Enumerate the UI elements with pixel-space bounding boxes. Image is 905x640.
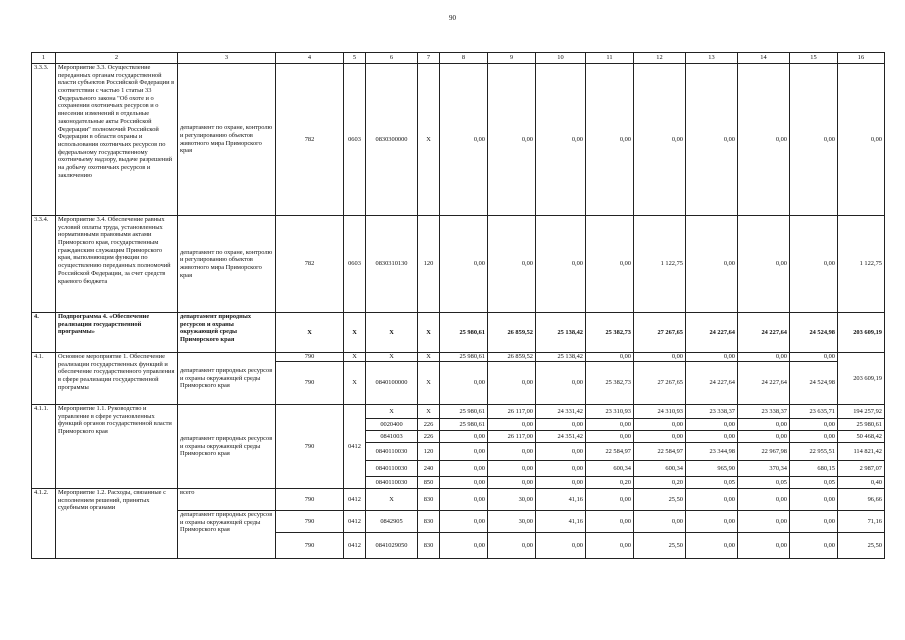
value-cell: 0,00: [536, 477, 586, 489]
executor: департамент по охране, контролю и регулированию объектов животного мира Приморского края: [178, 216, 276, 313]
value-cell: 24 227,64: [686, 313, 738, 353]
value-cell: 0,00: [488, 362, 536, 405]
value-cell: 50 468,42: [838, 431, 885, 443]
row-number: 3.3.4.: [32, 216, 56, 313]
value-cell: 0,00: [686, 353, 738, 362]
value-cell: 30,00: [488, 511, 536, 533]
value-cell: 71,16: [838, 511, 885, 533]
value-cell: 25 980,61: [838, 419, 885, 431]
value-cell: 0,00: [790, 419, 838, 431]
value-cell: 0,00: [790, 511, 838, 533]
value-cell: 0,00: [586, 419, 634, 431]
total-cell: 203 609,19: [838, 353, 885, 405]
expense-code: 850: [418, 477, 440, 489]
target-code: 0840110030: [366, 443, 418, 461]
column-header: 2: [56, 53, 178, 64]
target-code: X: [366, 313, 418, 353]
value-cell: 203 609,19: [838, 313, 885, 353]
value-cell: 0,00: [686, 489, 738, 511]
value-cell: 24 227,64: [738, 313, 790, 353]
column-header: 16: [838, 53, 885, 64]
activity-name: Мероприятие 1.1. Руководство и управление в сфере установленных функций органов государственной власти Приморского края: [56, 405, 178, 489]
value-cell: 0,00: [586, 431, 634, 443]
value-cell: 0,00: [586, 64, 634, 216]
expense-code: 120: [418, 216, 440, 313]
target-code: 0840110030: [366, 477, 418, 489]
value-cell: 0,40: [838, 477, 885, 489]
value-cell: 23 338,37: [738, 405, 790, 419]
expense-code: X: [418, 353, 440, 362]
value-cell: 0,00: [634, 431, 686, 443]
value-cell: 0,00: [536, 443, 586, 461]
value-cell: 0,00: [536, 362, 586, 405]
value-cell: 0,00: [686, 533, 738, 559]
executor-total: всего: [178, 489, 276, 511]
value-cell: 0,00: [686, 216, 738, 313]
value-cell: 25 980,61: [440, 353, 488, 362]
expense-code: 830: [418, 489, 440, 511]
value-cell: 22 955,51: [790, 443, 838, 461]
expense-code: 120: [418, 443, 440, 461]
value-cell: 25 382,73: [586, 362, 634, 405]
column-header: 12: [634, 53, 686, 64]
value-cell: 0,00: [634, 419, 686, 431]
column-header: 10: [536, 53, 586, 64]
value-cell: 24 310,93: [634, 405, 686, 419]
column-header: 15: [790, 53, 838, 64]
value-cell: 41,16: [536, 489, 586, 511]
value-cell: 27 267,65: [634, 362, 686, 405]
grbs-code: X: [276, 313, 344, 353]
value-cell: 23 338,37: [686, 405, 738, 419]
column-header: 8: [440, 53, 488, 64]
value-cell: 24 227,64: [686, 362, 738, 405]
value-cell: 0,00: [440, 533, 488, 559]
value-cell: 0,00: [586, 489, 634, 511]
expense-code: 830: [418, 511, 440, 533]
value-cell: 0,00: [536, 461, 586, 477]
grbs-code: 782: [276, 216, 344, 313]
value-cell: 0,00: [536, 533, 586, 559]
executor: департамент природных ресурсов и охраны окружающей среды Приморского края: [178, 511, 276, 559]
value-cell: 0,00: [738, 431, 790, 443]
value-cell: 0,00: [790, 216, 838, 313]
row-number: 4.1.1.: [32, 405, 56, 489]
value-cell: 370,34: [738, 461, 790, 477]
section-code: 0412: [344, 511, 366, 533]
target-code: X: [366, 353, 418, 362]
section-code: X: [344, 353, 366, 362]
value-cell: 0,00: [686, 511, 738, 533]
value-cell: 25 980,61: [440, 405, 488, 419]
value-cell: 0,00: [634, 353, 686, 362]
value-cell: 0,00: [488, 64, 536, 216]
value-cell: 24 227,64: [738, 362, 790, 405]
table-row: [32, 353, 885, 362]
value-cell: 0,00: [488, 533, 536, 559]
expense-code: X: [418, 64, 440, 216]
expense-code: 226: [418, 419, 440, 431]
grbs-code: 782: [276, 64, 344, 216]
value-cell: 23 635,71: [790, 405, 838, 419]
row-number: 4.1.2.: [32, 489, 56, 559]
value-cell: 0,00: [738, 489, 790, 511]
target-code: 0841029050: [366, 533, 418, 559]
value-cell: 0,00: [738, 64, 790, 216]
section-code: 0412: [344, 533, 366, 559]
column-header: 5: [344, 53, 366, 64]
column-header: 11: [586, 53, 634, 64]
executor: департамент природных ресурсов и охраны окружающей среды Приморского края: [178, 313, 276, 353]
table-row: [32, 313, 885, 353]
target-code: 0840110030: [366, 461, 418, 477]
target-code: 0842905: [366, 511, 418, 533]
expense-code: X: [418, 405, 440, 419]
value-cell: 0,00: [536, 216, 586, 313]
value-cell: 0,00: [790, 489, 838, 511]
value-cell: 22 967,98: [738, 443, 790, 461]
value-cell: 25 138,42: [536, 353, 586, 362]
value-cell: 0,00: [440, 511, 488, 533]
value-cell: 96,66: [838, 489, 885, 511]
value-cell: 0,00: [738, 533, 790, 559]
value-cell: 0,00: [440, 431, 488, 443]
value-cell: 22 584,97: [634, 443, 686, 461]
expense-code: 226: [418, 431, 440, 443]
table-row: [32, 64, 885, 216]
value-cell: 0,00: [536, 64, 586, 216]
value-cell: 30,00: [488, 489, 536, 511]
value-cell: 2 987,07: [838, 461, 885, 477]
section-code: 0412: [344, 489, 366, 511]
value-cell: 0,00: [586, 216, 634, 313]
grbs-code: 790: [276, 405, 344, 489]
activity-name: Мероприятие 3.4. Обеспечение равных условий оплаты труда, установленных нормативными правовыми актами Приморского края, государственным гражданским служащим Приморского края, выполняющим функции по осуществлению переданных полномочий Российской Федерации, за счет средств краевого бюджета: [56, 216, 178, 313]
target-code: 0840100000: [366, 362, 418, 405]
target-code: 0020400: [366, 419, 418, 431]
value-cell: 0,20: [634, 477, 686, 489]
value-cell: 600,34: [586, 461, 634, 477]
column-header: 7: [418, 53, 440, 64]
target-code: X: [366, 405, 418, 419]
value-cell: 0,00: [686, 419, 738, 431]
value-cell: 26 117,00: [488, 405, 536, 419]
value-cell: 0,00: [488, 461, 536, 477]
column-number-row: [32, 53, 885, 64]
value-cell: 0,00: [686, 431, 738, 443]
grbs-code: 790: [276, 362, 344, 405]
value-cell: 0,00: [440, 489, 488, 511]
value-cell: 25,50: [634, 533, 686, 559]
value-cell: 25 980,61: [440, 419, 488, 431]
activity-name: Основное мероприятие 1. Обеспечение реализации государственных функций и обеспечение государственного управления в сфере реализации государственной программы: [56, 353, 178, 405]
value-cell: 0,00: [790, 353, 838, 362]
row-number: 4.1.: [32, 353, 56, 405]
grbs-code: 790: [276, 353, 344, 362]
section-code: X: [344, 362, 366, 405]
value-cell: 0,00: [440, 443, 488, 461]
column-header: 3: [178, 53, 276, 64]
grbs-code: 790: [276, 489, 344, 511]
column-header: 13: [686, 53, 738, 64]
value-cell: 1 122,75: [838, 216, 885, 313]
value-cell: 0,00: [488, 216, 536, 313]
value-cell: 0,00: [634, 511, 686, 533]
value-cell: 0,00: [488, 477, 536, 489]
executor: департамент природных ресурсов и охраны окружающей среды Приморского края: [178, 353, 276, 405]
value-cell: 0,00: [790, 533, 838, 559]
value-cell: 0,00: [738, 419, 790, 431]
value-cell: 680,15: [790, 461, 838, 477]
value-cell: 194 257,92: [838, 405, 885, 419]
value-cell: 0,00: [738, 511, 790, 533]
grbs-code: 790: [276, 511, 344, 533]
value-cell: 27 267,65: [634, 313, 686, 353]
value-cell: 0,00: [790, 431, 838, 443]
value-cell: 0,00: [440, 216, 488, 313]
value-cell: 0,05: [738, 477, 790, 489]
value-cell: 26 859,52: [488, 353, 536, 362]
executor: департамент природных ресурсов и охраны окружающей среды Приморского края: [178, 405, 276, 489]
value-cell: 0,00: [738, 216, 790, 313]
value-cell: 23 344,98: [686, 443, 738, 461]
section-code: 0412: [344, 405, 366, 489]
value-cell: 24 351,42: [536, 431, 586, 443]
value-cell: 0,00: [536, 419, 586, 431]
column-header: 6: [366, 53, 418, 64]
value-cell: 25,50: [634, 489, 686, 511]
target-code: 0841003: [366, 431, 418, 443]
section-code: X: [344, 313, 366, 353]
value-cell: 600,34: [634, 461, 686, 477]
value-cell: 26 859,52: [488, 313, 536, 353]
column-header: 9: [488, 53, 536, 64]
value-cell: 0,00: [488, 419, 536, 431]
value-cell: 0,00: [440, 477, 488, 489]
value-cell: 0,00: [790, 64, 838, 216]
value-cell: 0,00: [738, 353, 790, 362]
value-cell: 25 138,42: [536, 313, 586, 353]
row-number: 4.: [32, 313, 56, 353]
value-cell: 23 310,93: [586, 405, 634, 419]
budget-table: [31, 52, 885, 559]
value-cell: 0,00: [586, 353, 634, 362]
activity-name: [56, 64, 178, 216]
value-cell: 0,00: [440, 461, 488, 477]
value-cell: 25 382,73: [586, 313, 634, 353]
column-header: 1: [32, 53, 56, 64]
activity-name-text: Мероприятие 3.3. Осуществление переданных органам государственной власти субъектов Российской Федерации в соответствии с частью 1 статьи 33 Федерального закона "Об охоте и о сохранении охотничьих ресурсов и о внесении изменений в отдельные законодательные акты Российской Федерации" полномочий Российской Федерации в области охраны и использования охотничьих ресурсов по федеральному государственному охотничьему надзору, выдаче разрешений на добычу охотничьих ресурсов и заключению: [58, 64, 175, 179]
expense-code: 830: [418, 533, 440, 559]
value-cell: 0,00: [838, 64, 885, 216]
table-row: [32, 405, 885, 419]
section-code: 0603: [344, 64, 366, 216]
expense-code: X: [418, 362, 440, 405]
value-cell: 22 584,97: [586, 443, 634, 461]
expense-code: 240: [418, 461, 440, 477]
row-number: 3.3.3.: [32, 64, 56, 216]
expense-code: X: [418, 313, 440, 353]
value-cell: 26 117,00: [488, 431, 536, 443]
value-cell: 1 122,75: [634, 216, 686, 313]
executor: департамент по охране, контролю и регулированию объектов животного мира Приморского края: [178, 64, 276, 216]
value-cell: 25 980,61: [440, 313, 488, 353]
grbs-code: 790: [276, 533, 344, 559]
value-cell: 24 524,98: [790, 313, 838, 353]
value-cell: 0,00: [586, 511, 634, 533]
value-cell: 114 821,42: [838, 443, 885, 461]
value-cell: 24 331,42: [536, 405, 586, 419]
target-code: 0830310130: [366, 216, 418, 313]
activity-name: Подпрограмма 4. «Обеспечение реализации государственной программы»: [56, 313, 178, 353]
value-cell: 965,90: [686, 461, 738, 477]
page-number: 90: [449, 14, 456, 22]
target-code: 0830300000: [366, 64, 418, 216]
value-cell: 0,20: [586, 477, 634, 489]
column-header: 14: [738, 53, 790, 64]
value-cell: 0,00: [634, 64, 686, 216]
value-cell: 0,00: [586, 533, 634, 559]
value-cell: 0,05: [790, 477, 838, 489]
table-row: [32, 216, 885, 313]
activity-name: Мероприятие 1.2. Расходы, связанные с исполнением решений, принятых судебными органами: [56, 489, 178, 559]
value-cell: 0,00: [440, 64, 488, 216]
column-header: 4: [276, 53, 344, 64]
value-cell: 24 524,98: [790, 362, 838, 405]
target-code: X: [366, 489, 418, 511]
value-cell: 0,00: [440, 362, 488, 405]
table-row: [32, 489, 885, 511]
value-cell: 0,05: [686, 477, 738, 489]
value-cell: 25,50: [838, 533, 885, 559]
value-cell: 0,00: [686, 64, 738, 216]
value-cell: 41,16: [536, 511, 586, 533]
section-code: 0603: [344, 216, 366, 313]
value-cell: 0,00: [488, 443, 536, 461]
